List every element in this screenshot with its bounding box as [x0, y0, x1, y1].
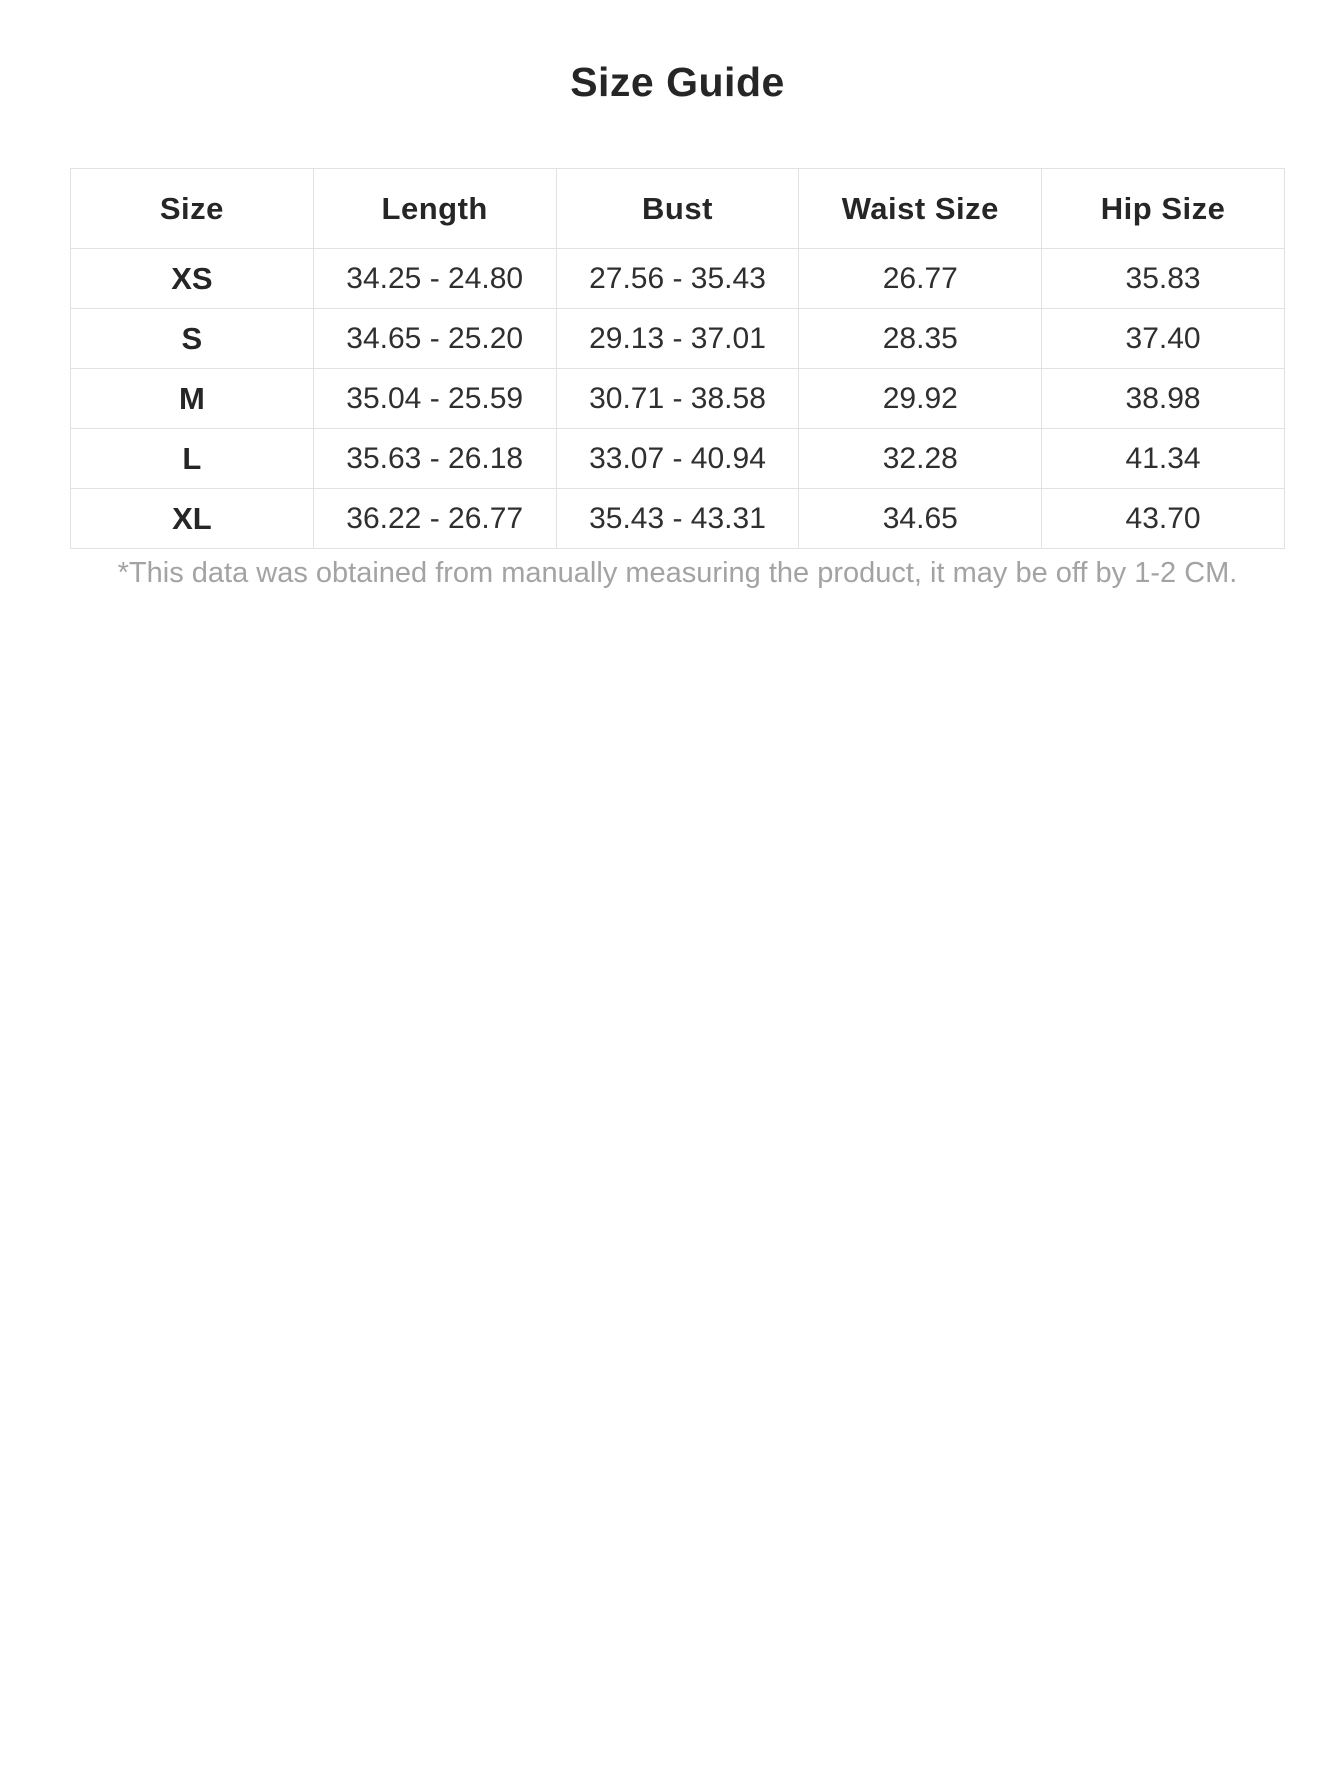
header-cell-length: Length — [313, 169, 556, 249]
cell-xl-hip: 43.70 — [1042, 489, 1285, 549]
table-row-xs — [71, 249, 1285, 309]
cell-xl-length: 36.22 - 26.77 — [313, 489, 556, 549]
header-cell-bust: Bust — [556, 169, 799, 249]
header-cell-size: Size — [71, 169, 314, 249]
cell-xs-waist: 26.77 — [799, 249, 1042, 309]
cell-l-length: 35.63 - 26.18 — [313, 429, 556, 489]
table-row-xl — [71, 489, 1285, 549]
cell-xs-length: 34.25 - 24.80 — [313, 249, 556, 309]
cell-l-hip: 41.34 — [1042, 429, 1285, 489]
cell-s-size: S — [71, 309, 314, 369]
table-row-l — [71, 429, 1285, 489]
cell-l-bust: 33.07 - 40.94 — [556, 429, 799, 489]
cell-s-bust: 29.13 - 37.01 — [556, 309, 799, 369]
measurement-disclaimer: *This data was obtained from manually measuring the product, it may be off by 1-2 CM. — [117, 557, 1238, 589]
cell-xl-waist: 34.65 — [799, 489, 1042, 549]
cell-xs-bust: 27.56 - 35.43 — [556, 249, 799, 309]
cell-xl-size: XL — [71, 489, 314, 549]
cell-m-bust: 30.71 - 38.58 — [556, 369, 799, 429]
size-guide-table — [70, 168, 1285, 549]
cell-s-waist: 28.35 — [799, 309, 1042, 369]
cell-l-size: L — [71, 429, 314, 489]
cell-xs-hip: 35.83 — [1042, 249, 1285, 309]
cell-s-length: 34.65 - 25.20 — [313, 309, 556, 369]
cell-m-size: M — [71, 369, 314, 429]
cell-m-length: 35.04 - 25.59 — [313, 369, 556, 429]
table-row-s — [71, 309, 1285, 369]
table-row-m — [71, 369, 1285, 429]
cell-m-waist: 29.92 — [799, 369, 1042, 429]
cell-xs-size: XS — [71, 249, 314, 309]
header-cell-hip: Hip Size — [1042, 169, 1285, 249]
header-cell-waist: Waist Size — [799, 169, 1042, 249]
cell-m-hip: 38.98 — [1042, 369, 1285, 429]
table-header — [71, 169, 1285, 249]
cell-xl-bust: 35.43 - 43.31 — [556, 489, 799, 549]
page-title: Size Guide — [570, 59, 785, 105]
table-body — [71, 249, 1285, 549]
cell-s-hip: 37.40 — [1042, 309, 1285, 369]
cell-l-waist: 32.28 — [799, 429, 1042, 489]
table-header-row — [71, 169, 1285, 249]
